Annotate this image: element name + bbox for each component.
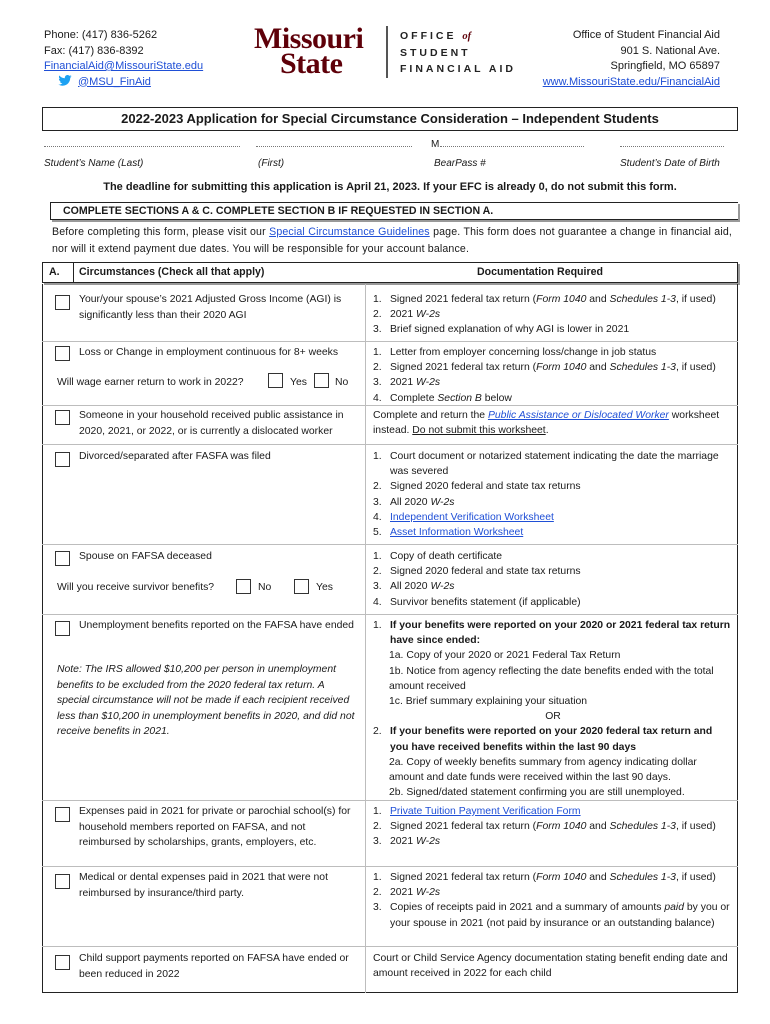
section-a-header: A. Circumstances (Check all that apply) Documentation Required: [42, 262, 738, 283]
medical-text: Medical or dental expenses paid in 2021 that were not reimbursed by insurance/third party.: [79, 872, 328, 899]
form-title: 2022-2023 Application for Special Circumstance Consideration – Independent Students: [42, 107, 738, 131]
office-wordmark: OFFICE of STUDENT FINANCIAL AID: [400, 30, 516, 75]
survivor-benefits-question: Will you receive survivor benefits?: [57, 582, 215, 593]
unemployment-text: Unemployment benefits reported on the FAFSA have ended: [79, 620, 354, 631]
return-no-checkbox[interactable]: [314, 373, 329, 388]
return-to-work-question: Will wage earner return to work in 2022?: [57, 377, 244, 388]
intro-paragraph: Before completing this form, please visit our Special Circumstance Guidelines page. This form does not guarantee a change in financial aid, nor will it extend payment due dates. You will be responsible for your account balance.: [52, 226, 732, 255]
survivor-yes-checkbox[interactable]: [294, 579, 309, 594]
return-no-label: No: [335, 377, 349, 388]
agi-text: Your/your spouse’s 2021 Adjusted Gross Income (AGI) is significantly less than their 2020 AGI: [79, 294, 342, 321]
twitter-icon: [58, 75, 72, 86]
row-separator: [42, 946, 738, 947]
employment-checkbox[interactable]: [55, 346, 70, 361]
child-support-docs: Court or Child Service Agency documentation stating benefit ending date and amount received in 2022 for each child: [373, 953, 728, 980]
asset-information-link[interactable]: Asset Information Worksheet: [390, 527, 524, 539]
deceased-docs: 1. Copy of death certificate 2. Signed 2020 federal and state tax returns 3. All 2020 W-2s 4. Survivor benefits statement (if applicable): [373, 551, 581, 608]
private-tuition-link[interactable]: Private Tuition Payment Verification Form: [390, 806, 581, 817]
dob-field[interactable]: [620, 146, 724, 147]
missouri-state-logo: [254, 22, 534, 80]
office-address: Office of Student Financial Aid 901 S. National Ave. Springfield, MO 65897 www.MissouriState.edu/FinancialAid: [542, 29, 720, 88]
guidelines-link[interactable]: Special Circumstance Guidelines: [269, 226, 430, 238]
bearpass-field[interactable]: [440, 146, 584, 147]
unemployment-note: Note: The IRS allowed $10,200 per person in unemployment benefits to be excluded from the 2020 federal tax return. A special circumstance will not be made if each recipient received less than $10,200 in unemployment benefits in 2020, and did not receive benefits in 2021.: [57, 664, 355, 737]
independent-verification-link[interactable]: Independent Verification Worksheet: [390, 511, 554, 523]
phone: Phone: (417) 836-5262: [44, 29, 158, 41]
assistance-checkbox[interactable]: [55, 410, 70, 425]
unemployment-checkbox[interactable]: [55, 621, 70, 636]
assistance-docs: Complete and return the Public Assistance or Dislocated Worker worksheet instead. Do not submit this worksheet.: [373, 410, 720, 437]
first-name-field[interactable]: [256, 146, 412, 147]
divorced-text: Divorced/separated after FASFA was filed: [79, 451, 271, 462]
survivor-no-checkbox[interactable]: [236, 579, 251, 594]
child-support-text: Child support payments reported on FAFSA have ended or been reduced in 2022: [79, 953, 349, 980]
child-support-checkbox[interactable]: [55, 955, 70, 970]
first-name-label: (First): [258, 158, 285, 169]
employment-docs: 1. Letter from employer concerning loss/change in job status 2. Signed 2021 federal tax return (Form 1040 and Schedules 1-3, if used) 3. 2021 W-2s 4. Complete Section B below: [373, 347, 716, 404]
complete-sections-banner: COMPLETE SECTIONS A & C. COMPLETE SECTION B IF REQUESTED IN SECTION A.: [50, 202, 738, 220]
website-link[interactable]: www.MissouriState.edu/FinancialAid: [542, 75, 720, 88]
bearpass-label: BearPass #: [434, 158, 486, 169]
row-separator: [42, 341, 738, 342]
row-separator: [42, 866, 738, 867]
medical-checkbox[interactable]: [55, 874, 70, 889]
column-divider: [365, 284, 366, 993]
employment-text: Loss or Change in employment continuous for 8+ weeks: [79, 347, 339, 358]
contact-info: [44, 28, 203, 90]
last-name-label: Student’s Name (Last): [44, 158, 144, 169]
return-yes-label: Yes: [290, 377, 307, 388]
row-separator: [42, 614, 738, 615]
tuition-docs: 1. Private Tuition Payment Verification Form 2. Signed 2021 federal tax return (Form 1040 and Schedules 1-3, if used) 3. 2021 W-2s: [373, 806, 716, 848]
public-assistance-link[interactable]: Public Assistance or Dislocated Worker: [487, 410, 669, 421]
medical-docs: 1. Signed 2021 federal tax return (Form 1040 and Schedules 1-3, if used) 2. 2021 W-2s 3. Copies of receipts paid in 2021 and a summary of amounts paid by you or your spouse in 2021 (not paid by insurance or an outstanding balance): [373, 872, 730, 929]
dob-label: Student’s Date of Birth: [620, 158, 720, 169]
logo-state: State: [280, 47, 343, 80]
tuition-text: Expenses paid in 2021 for private or parochial school(s) for household members reported on FAFSA, and not reimbursed by scholarships, grants, employers, etc.: [79, 806, 351, 848]
survivor-no-label: No: [258, 582, 272, 593]
fax: Fax: (417) 836-8392: [44, 44, 144, 57]
survivor-yes-label: Yes: [316, 582, 333, 593]
assistance-text: Someone in your household received public assistance in 2020, 2021, or 2022, or is currently a dislocated worker: [79, 410, 344, 437]
twitter-link[interactable]: @MSU_FinAid: [78, 75, 151, 88]
deadline-notice: The deadline for submitting this application is April 21, 2023. If your EFC is already 0, do not submit this form.: [103, 181, 677, 193]
bearpass-prefix: M: [431, 139, 440, 150]
deceased-text: Spouse on FAFSA deceased: [79, 551, 212, 562]
row-separator: [42, 544, 738, 545]
return-yes-checkbox[interactable]: [268, 373, 283, 388]
unemployment-docs: 1. If your benefits were reported on your 2020 or 2021 federal tax return have since ended: 1a. Copy of your 2020 or 2021 Federal Tax Return 1b. Notice from agency reflecting the date benefits ended with the total amount received 1c. Brief summary explaining your situation OR 2. If your benefits were reported on your 2020 federal tax return and you have received benefits within the last 90 days 2a. Copy of weekly benefits summary from agency indicating dollar amount and date funds were received within the last 90 days. 2b. Signed/dated statement confirming you are still unemployed.: [373, 620, 731, 799]
logo-divider: [386, 26, 388, 78]
agi-checkbox[interactable]: [55, 295, 70, 310]
divorced-checkbox[interactable]: [55, 452, 70, 467]
last-name-field[interactable]: [44, 146, 240, 147]
divorced-docs: 1. Court document or notarized statement indicating the date the marriage was severed 2. Signed 2020 federal and state tax returns 3. All 2020 W-2s 4. Independent Verification Worksheet 5. Asset Information Worksheet: [373, 451, 719, 539]
agi-docs: 1. Signed 2021 federal tax return (Form 1040 and Schedules 1-3, if used) 2. 2021 W-2s 3. Brief signed explanation of why AGI is lower in 2021: [373, 294, 716, 336]
deceased-checkbox[interactable]: [55, 551, 70, 566]
logo-missouri: Missouri: [254, 22, 364, 55]
row-separator: [42, 444, 738, 445]
tuition-checkbox[interactable]: [55, 807, 70, 822]
email-link[interactable]: FinancialAid@MissouriState.edu: [44, 60, 204, 72]
